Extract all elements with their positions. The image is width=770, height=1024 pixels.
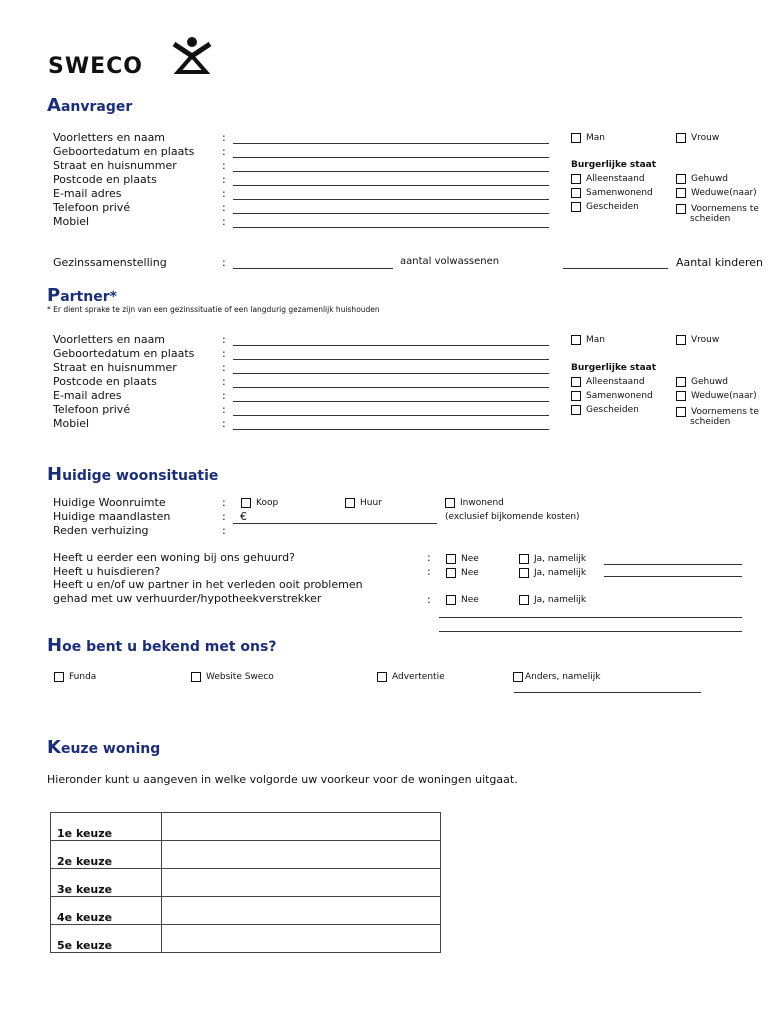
input-line[interactable] <box>439 631 742 632</box>
section-heading-aanvrager: Aanvrager <box>47 95 133 116</box>
input-line[interactable] <box>233 199 549 200</box>
field-label: Geboortedatum en plaats <box>53 145 195 158</box>
question-problemen-2: gehad met uw verhuurder/hypotheekverstrekker <box>53 592 322 605</box>
checkbox-website[interactable]: Website Sweco <box>191 671 274 683</box>
checkbox-icon[interactable] <box>571 377 581 387</box>
checkbox-icon[interactable] <box>241 498 251 508</box>
input-line[interactable] <box>233 268 393 269</box>
gezinssamenstelling-label: Gezinssamenstelling <box>53 256 167 269</box>
checkbox-icon[interactable] <box>676 133 686 143</box>
checkbox-funda[interactable]: Funda <box>54 671 96 683</box>
table-row <box>51 841 441 869</box>
checkbox-ja[interactable]: Ja, namelijk <box>519 553 586 565</box>
partner-labels <box>53 333 194 431</box>
keuze-table <box>50 812 441 953</box>
field-label: Straat en huisnummer <box>53 159 177 172</box>
checkbox-icon[interactable] <box>446 568 456 578</box>
input-line[interactable] <box>233 429 549 430</box>
checkbox-icon[interactable] <box>519 595 529 605</box>
woonruimte-label: Huidige Woonruimte <box>53 496 166 509</box>
reden-label: Reden verhuizing <box>53 524 149 537</box>
checkbox-icon[interactable] <box>571 174 581 184</box>
section-heading-partner: Partner* <box>47 285 117 306</box>
keuze-input-cell[interactable] <box>162 841 441 869</box>
input-line[interactable] <box>233 523 437 524</box>
keuze-intro: Hieronder kunt u aangeven in welke volgorde uw voorkeur voor de woningen uitgaat. <box>47 773 518 786</box>
input-line[interactable] <box>233 401 549 402</box>
checkbox-man[interactable]: Man <box>571 132 605 144</box>
checkbox-icon[interactable] <box>446 554 456 564</box>
field-label: Geboortedatum en plaats <box>53 347 195 360</box>
table-row <box>51 925 441 953</box>
burgerlijke-staat-label: Burgerlijke staat <box>571 363 657 373</box>
checkbox-icon[interactable] <box>519 554 529 564</box>
keuze-label: 3e keuze <box>51 869 162 897</box>
checkbox-icon[interactable] <box>446 595 456 605</box>
keuze-input-cell[interactable] <box>162 813 441 841</box>
colon-column: : : : : : : : <box>222 131 226 228</box>
checkbox-gehuwd[interactable]: Gehuwd <box>676 376 728 388</box>
checkbox-icon[interactable] <box>571 202 581 212</box>
checkbox-icon[interactable] <box>676 391 686 401</box>
checkbox-koop[interactable]: Koop <box>241 497 278 509</box>
field-label: Telefoon privé <box>53 403 131 416</box>
checkbox-icon[interactable] <box>676 174 686 184</box>
keuze-input-cell[interactable] <box>162 925 441 953</box>
checkbox-samenwonend[interactable]: Samenwonend <box>571 390 653 402</box>
checkbox-icon[interactable] <box>377 672 387 682</box>
keuze-label: 5e keuze <box>51 925 162 953</box>
checkbox-icon[interactable] <box>676 407 686 417</box>
keuze-input-cell[interactable] <box>162 869 441 897</box>
checkbox-icon[interactable] <box>571 391 581 401</box>
table-row <box>51 869 441 897</box>
checkbox-nee[interactable]: Nee <box>446 594 479 606</box>
question-huisdieren: Heeft u huisdieren? <box>53 565 161 578</box>
field-label: Mobiel <box>53 417 90 430</box>
checkbox-voornemens[interactable]: Voornemens te <box>676 203 759 215</box>
checkbox-ja[interactable]: Ja, namelijk <box>519 594 586 606</box>
keuze-input-cell[interactable] <box>162 897 441 925</box>
field-label: Telefoon privé <box>53 201 131 214</box>
field-label: E-mail adres <box>53 389 122 402</box>
input-line[interactable] <box>233 213 549 214</box>
keuze-label: 2e keuze <box>51 841 162 869</box>
checkbox-weduwe[interactable]: Weduwe(naar) <box>676 390 757 402</box>
checkbox-man[interactable]: Man <box>571 334 605 346</box>
checkbox-icon[interactable] <box>571 133 581 143</box>
logo-text: SWECO <box>48 54 143 79</box>
colon-column: : : : : : : : <box>222 333 226 430</box>
input-line[interactable] <box>233 415 549 416</box>
section-heading-woonsituatie: Huidige woonsituatie <box>47 464 219 485</box>
checkbox-icon[interactable] <box>345 498 355 508</box>
checkbox-icon[interactable] <box>191 672 201 682</box>
voornemens-label-2: scheiden <box>690 417 731 427</box>
checkbox-nee[interactable]: Nee <box>446 553 479 565</box>
checkbox-alleenstaand[interactable]: Alleenstaand <box>571 376 645 388</box>
checkbox-samenwonend[interactable]: Samenwonend <box>571 187 653 199</box>
aantal-kinderen-label: Aantal kinderen <box>676 256 764 269</box>
checkbox-icon[interactable] <box>513 672 523 682</box>
input-line[interactable] <box>604 564 742 565</box>
checkbox-icon[interactable] <box>676 204 686 214</box>
table-row <box>51 897 441 925</box>
input-line[interactable] <box>233 143 549 144</box>
checkbox-inwonend[interactable]: Inwonend <box>445 497 504 509</box>
input-line[interactable] <box>514 692 701 693</box>
input-line[interactable] <box>233 359 549 360</box>
aanvrager-labels <box>53 131 194 229</box>
checkbox-huur[interactable]: Huur <box>345 497 382 509</box>
sweco-person-icon <box>170 36 214 78</box>
partner-note: * Er dient sprake te zijn van een gezinssituatie of een langdurig gezamenlijk huishouden <box>47 305 380 314</box>
checkbox-voornemens[interactable]: Voornemens te <box>676 406 759 418</box>
field-label: Straat en huisnummer <box>53 361 177 374</box>
checkbox-icon[interactable] <box>676 335 686 345</box>
field-label: Postcode en plaats <box>53 375 157 388</box>
checkbox-nee[interactable]: Nee <box>446 567 479 579</box>
field-label: Voorletters en naam <box>53 333 166 346</box>
burgerlijke-staat-label: Burgerlijke staat <box>571 160 657 170</box>
checkbox-icon[interactable] <box>54 672 64 682</box>
input-line[interactable] <box>233 345 549 346</box>
checkbox-icon[interactable] <box>445 498 455 508</box>
checkbox-alleenstaand[interactable]: Alleenstaand <box>571 173 645 185</box>
aantal-volwassenen-label: aantal volwassenen <box>400 256 500 267</box>
input-line[interactable] <box>233 185 549 186</box>
field-label: Postcode en plaats <box>53 173 157 186</box>
checkbox-vrouw[interactable]: Vrouw <box>676 132 719 144</box>
checkbox-icon[interactable] <box>676 188 686 198</box>
checkbox-icon[interactable] <box>571 335 581 345</box>
checkbox-anders[interactable]: Anders, namelijk <box>513 671 600 683</box>
checkbox-icon[interactable] <box>676 377 686 387</box>
checkbox-advertentie[interactable]: Advertentie <box>377 671 445 683</box>
question-problemen-1: Heeft u en/of uw partner in het verleden ooit problemen <box>53 578 363 591</box>
input-line[interactable] <box>563 268 668 269</box>
input-line[interactable] <box>233 387 549 388</box>
field-label: E-mail adres <box>53 187 122 200</box>
checkbox-gescheiden[interactable]: Gescheiden <box>571 201 639 213</box>
checkbox-gescheiden[interactable]: Gescheiden <box>571 404 639 416</box>
checkbox-icon[interactable] <box>519 568 529 578</box>
input-line[interactable] <box>233 171 549 172</box>
checkbox-vrouw[interactable]: Vrouw <box>676 334 719 346</box>
input-line[interactable] <box>233 157 549 158</box>
input-line[interactable] <box>439 617 742 618</box>
checkbox-gehuwd[interactable]: Gehuwd <box>676 173 728 185</box>
keuze-label: 4e keuze <box>51 897 162 925</box>
section-heading-bekend: Hoe bent u bekend met ons? <box>47 635 277 656</box>
euro-sign: € <box>240 510 247 523</box>
field-label: Mobiel <box>53 215 90 228</box>
input-line[interactable] <box>604 576 742 577</box>
keuze-label: 1e keuze <box>51 813 162 841</box>
table-row <box>51 813 441 841</box>
section-heading-keuze: Keuze woning <box>47 737 161 758</box>
checkbox-icon[interactable] <box>571 188 581 198</box>
voornemens-label-2: scheiden <box>690 214 731 224</box>
exclusief-note: (exclusief bijkomende kosten) <box>445 512 580 522</box>
checkbox-ja[interactable]: Ja, namelijk <box>519 567 586 579</box>
checkbox-icon[interactable] <box>571 405 581 415</box>
checkbox-weduwe[interactable]: Weduwe(naar) <box>676 187 757 199</box>
input-line[interactable] <box>233 227 549 228</box>
maandlasten-label: Huidige maandlasten <box>53 510 171 523</box>
question-eerder-gehuurd: Heeft u eerder een woning bij ons gehuurd? <box>53 551 295 564</box>
input-line[interactable] <box>233 373 549 374</box>
field-label: Voorletters en naam <box>53 131 166 144</box>
